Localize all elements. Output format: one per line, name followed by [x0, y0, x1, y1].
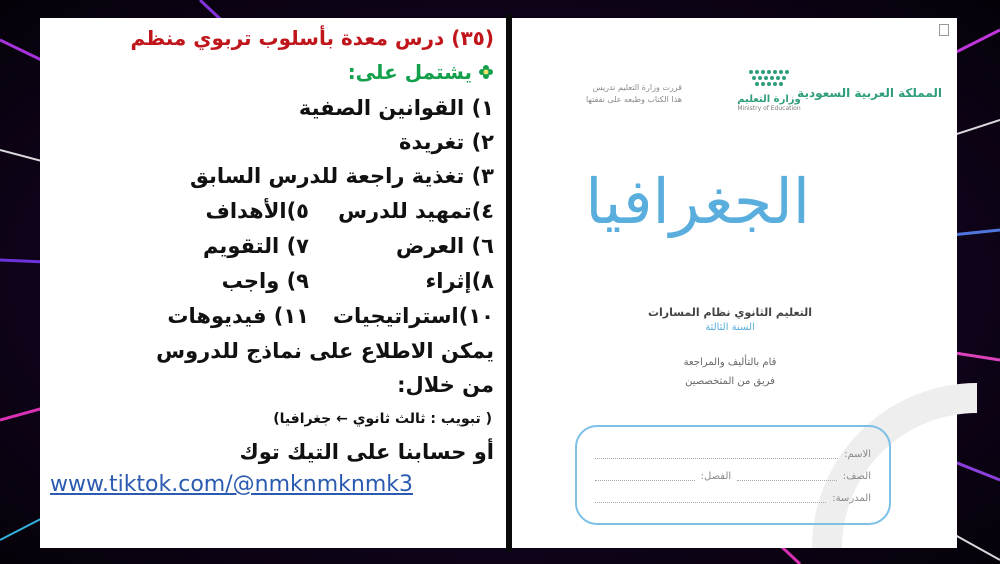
ksa-logo: المملكة العربية السعودية [797, 86, 942, 100]
notice-line: هذا الكتاب وطبعه على نفقتها [585, 95, 682, 104]
note-line: يمكن الاطلاع على نماذج للدروس [156, 339, 494, 363]
lesson-info-card [40, 18, 506, 548]
list-item-pair [203, 236, 494, 257]
school-field[interactable] [595, 494, 826, 503]
list-item: ١) القوانين الصفية [298, 96, 494, 120]
navigation-path: ( تبويب : ثالث ثانوي ← جغرافيا) [273, 411, 492, 427]
list-item: ٩) واجب [221, 269, 309, 293]
class-label: الصف: [842, 470, 871, 482]
tiktok-link[interactable]: www.tiktok.com/@nmknmknmk3 [50, 472, 413, 497]
name-field[interactable] [595, 450, 838, 459]
education-track: التعليم الثانوي نظام المسارات [647, 306, 813, 319]
page-corner-icon [939, 24, 949, 36]
list-item: ٧) التقويم [202, 234, 309, 258]
name-label: الاسم: [844, 448, 871, 460]
card-title: (٣٥) درس معدة بأسلوب تربوي منظم [130, 26, 494, 50]
form-row-name [595, 443, 871, 465]
subject-title: الجغرافيا [585, 165, 810, 238]
moe-name-en: Ministry of Education [737, 105, 801, 112]
list-item-pair [167, 306, 494, 327]
list-item: ١١) فيديوهات [167, 304, 309, 328]
section-label: الفصل: [700, 470, 732, 482]
list-item: ٣) تغذية راجعة للدرس السابق [190, 164, 494, 188]
list-item-pair [205, 201, 494, 222]
list-item: ٦) العرض [396, 234, 494, 258]
subtitle-text: يشتمل على: [347, 60, 472, 84]
notice-line: قررت وزارة التعليم تدريس [592, 83, 682, 92]
author-label: قام بالتأليف والمراجعة [683, 357, 777, 368]
flower-icon [478, 64, 494, 80]
grade-year: السنة الثالثة [705, 322, 755, 333]
moe-logo [734, 68, 804, 112]
list-item: ٨)إثراء [425, 269, 494, 293]
form-row-class [595, 465, 871, 487]
section-field[interactable] [595, 472, 695, 481]
class-field[interactable] [737, 472, 837, 481]
form-row-school [595, 487, 871, 509]
tiktok-note: أو حسابنا على التيك توك [239, 440, 494, 464]
moe-name-ar: وزارة التعليم [737, 94, 801, 105]
ministry-notice [586, 82, 682, 106]
student-info-box [575, 425, 891, 525]
list-item: ٢) تغريدة [399, 130, 494, 154]
author-team: فريق من المتخصصين [685, 376, 775, 387]
note-line: من خلال: [397, 373, 494, 397]
list-item: ٤)تمهيد للدرس [338, 199, 494, 223]
card-subtitle [348, 62, 494, 82]
list-item: ١٠)استراتيجيات [332, 304, 494, 328]
list-item: ٥)الأهداف [205, 199, 309, 223]
school-label: المدرسة: [832, 492, 871, 504]
moe-dots-icon [746, 68, 792, 90]
list-item-pair [222, 271, 494, 292]
